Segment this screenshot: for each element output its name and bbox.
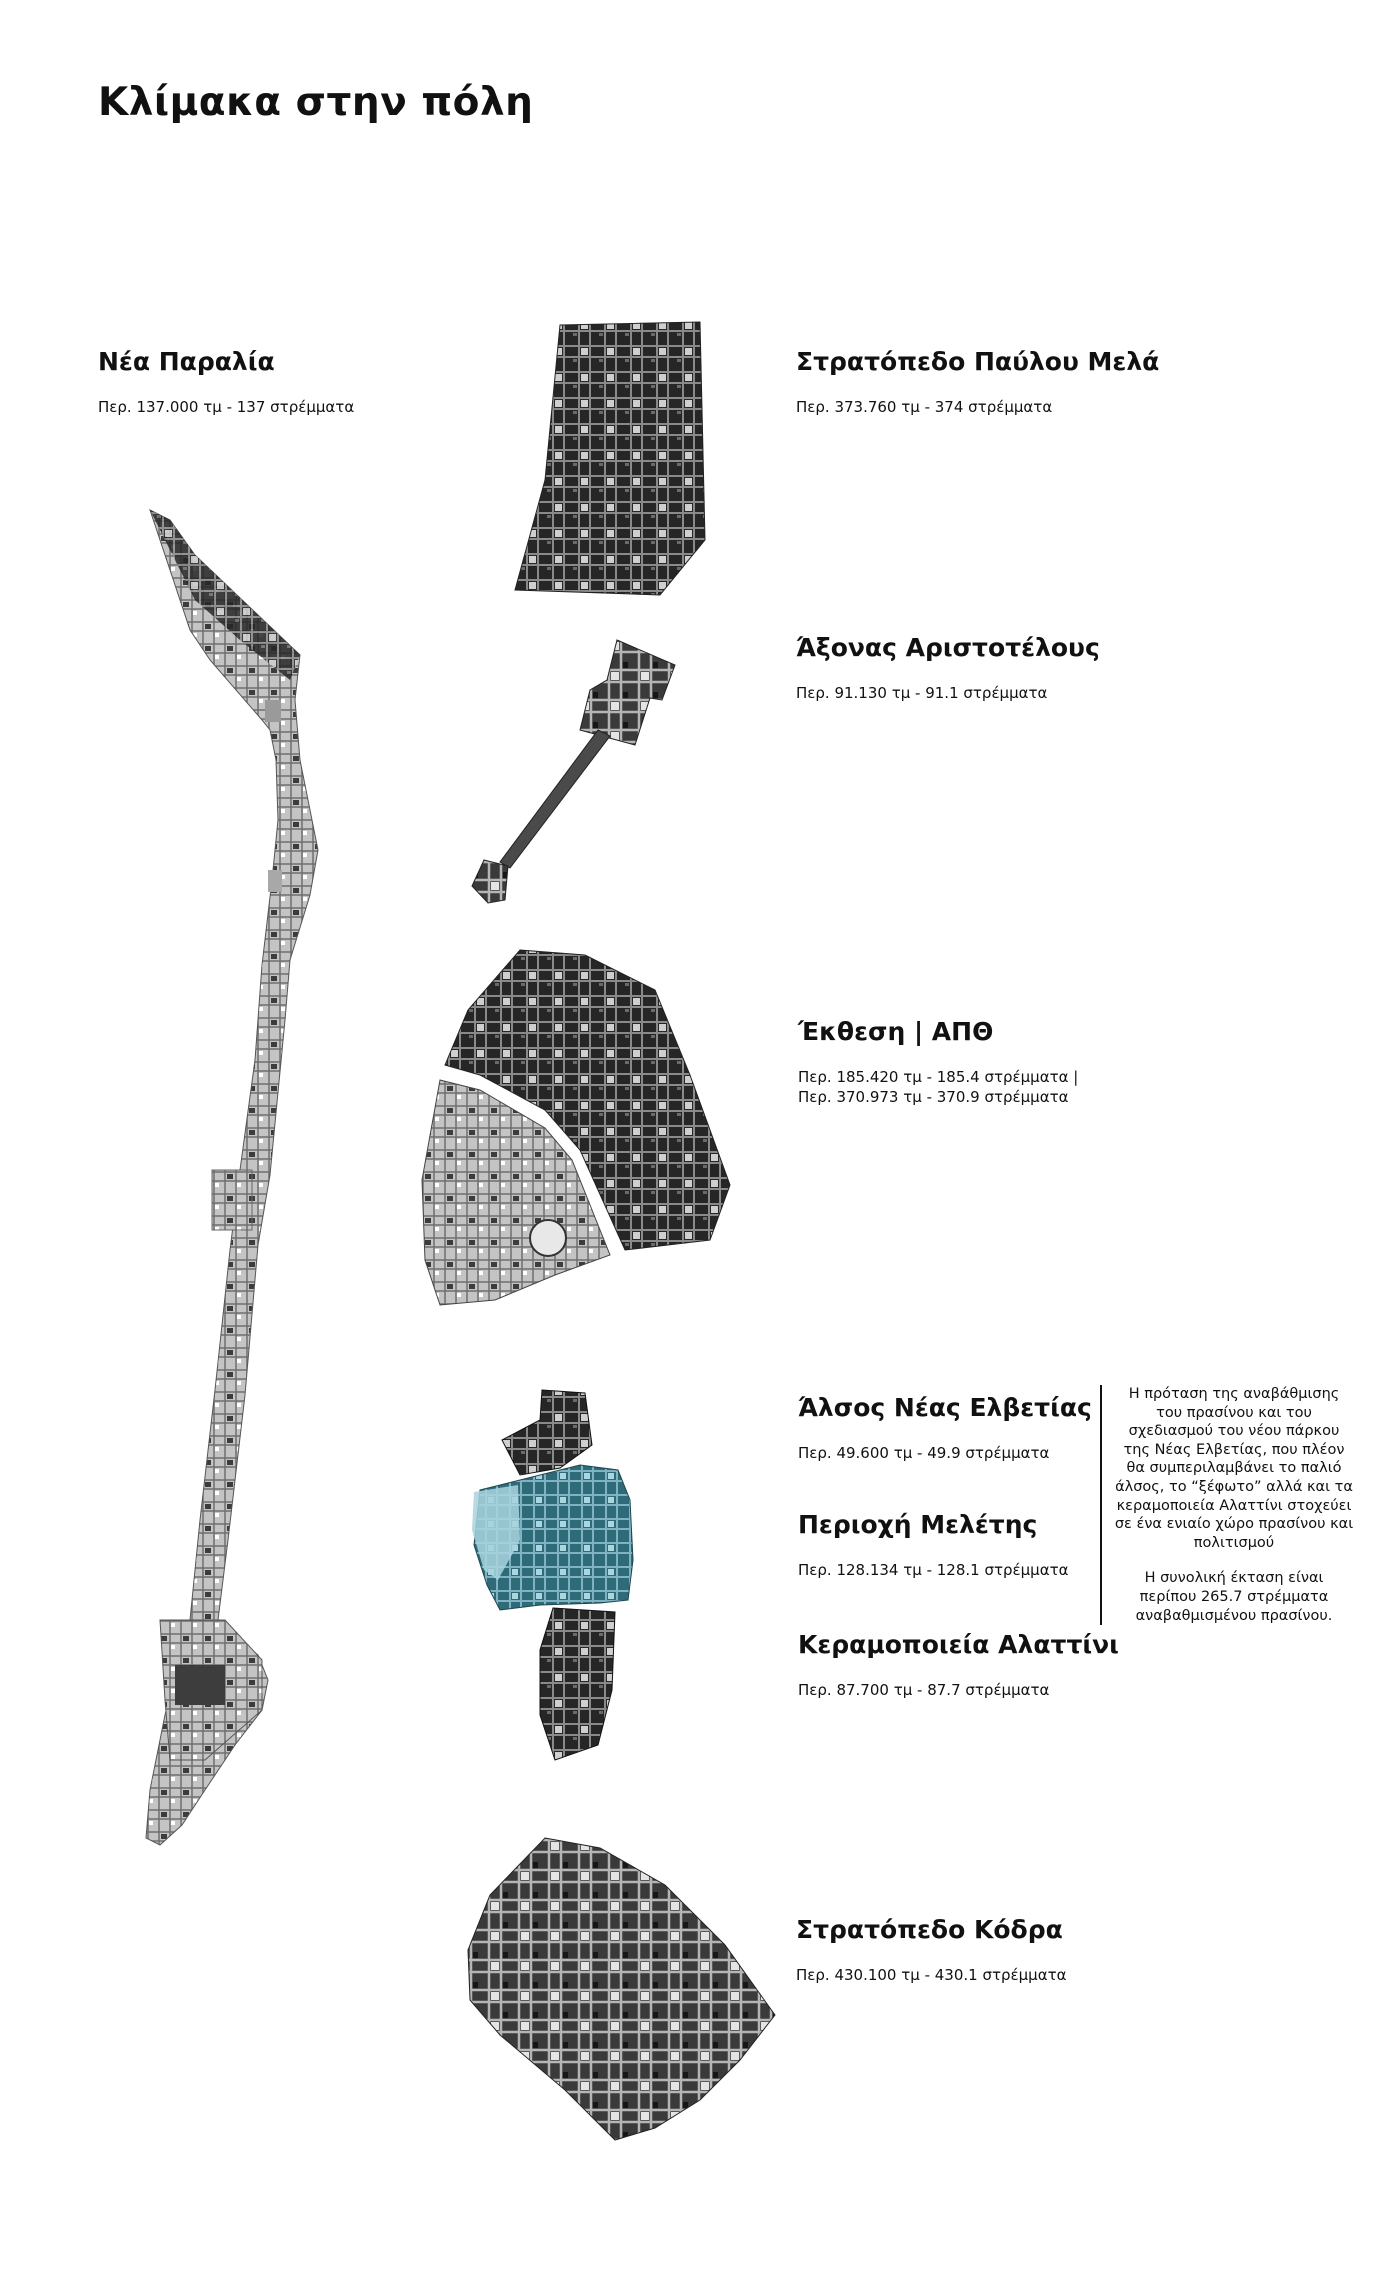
label-keramopoieia-alattini [798,1630,1119,1699]
label-alsos-neas-elvetias [798,1393,1092,1462]
place-area: Περ. 137.000 τμ - 137 στρέμματα [98,398,355,416]
place-area: Περ. 91.130 τμ - 91.1 στρέμματα [796,684,1048,702]
place-name: Έκθεση | ΑΠΘ [798,1017,994,1046]
place-area: Περ. 373.760 τμ - 374 στρέμματα [796,398,1053,416]
place-name: Κεραμοποιεία Αλαττίνι [798,1630,1119,1659]
place-name: Στρατόπεδο Κόδρα [796,1915,1063,1944]
place-area: Περ. 128.134 τμ - 128.1 στρέμματα [798,1561,1069,1579]
place-area: Περ. 49.600 τμ - 49.9 στρέμματα [798,1444,1050,1462]
map-keramopoieia-alattini [540,1608,615,1760]
place-area-secondary: Περ. 370.973 τμ - 370.9 στρέμματα [798,1088,1069,1106]
map-alsos-neas-elvetias [502,1390,592,1475]
place-name: Άλσος Νέας Ελβετίας [798,1393,1092,1422]
map-ekthesi-apth [422,950,730,1305]
label-axonas-aristotelous [796,633,1100,702]
map-nea-paralia [146,510,318,1845]
place-name: Στρατόπεδο Παύλου Μελά [796,347,1160,376]
label-periochi-meletis [798,1510,1069,1579]
place-name: Περιοχή Μελέτης [798,1510,1038,1539]
place-area: Περ. 87.700 τμ - 87.7 στρέμματα [798,1681,1050,1699]
label-nea-paralia [98,347,354,416]
side-note [1100,1385,1354,1625]
label-ekthesi-apth [798,1017,1078,1106]
map-stratopedo-kodra [468,1838,775,2140]
place-area: Περ. 430.100 τμ - 430.1 στρέμματα [796,1966,1067,1984]
map-axonas-aristotelous [472,640,675,903]
map-stratopedo-pavlou-mela [515,322,705,595]
page-title: Κλίμακα στην πόλη [98,80,534,125]
label-stratopedo-pavlou-mela [796,347,1159,416]
label-stratopedo-kodra [796,1915,1067,1984]
place-area: Περ. 185.420 τμ - 185.4 στρέμματα | [798,1068,1079,1086]
note-paragraph-total-area: Η συνολική έκταση είναι περίπου 265.7 στρέμματα αναβαθμισμένου πρασίνου. [1135,1570,1333,1624]
place-name: Άξονας Αριστοτέλους [796,633,1100,662]
place-name: Νέα Παραλία [98,347,275,376]
map-periochi-meletis [472,1465,633,1610]
note-paragraph-proposal: Η πρόταση της αναβάθμισης του πρασίνου και του σχεδιασμού του νέου πάρκου της Νέας Ελβετίας, που πλέον θα συμπεριλαμβάνει το παλιό άλσος, το “ξέφωτο” αλλά και τα κεραμοποιεία Αλαττίνι στοχεύει σε ένα ενιαίο χώρο πρασίνου και πολιτισμού [1114,1386,1354,1551]
